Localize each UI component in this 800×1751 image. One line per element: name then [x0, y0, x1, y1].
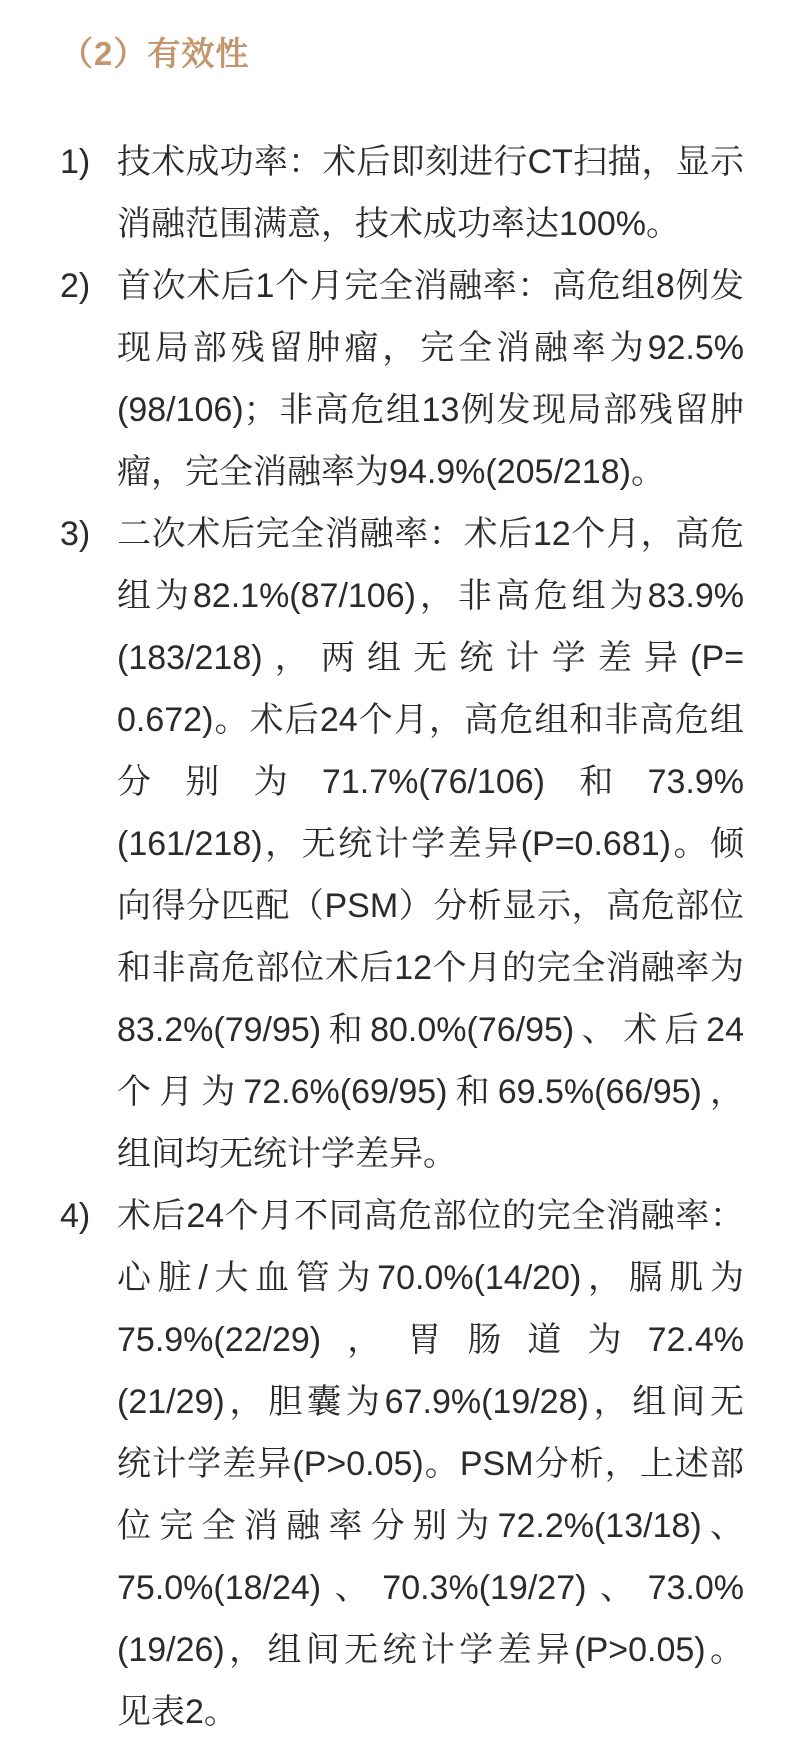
- list-item-marker: 2): [60, 267, 91, 305]
- list-item-lines: [117, 131, 744, 255]
- list-item-lines: [117, 503, 744, 1185]
- list-item-line: 0.672)。术后24个月，高危组和非高危组: [117, 701, 744, 739]
- list-item-lines: [117, 1185, 744, 1743]
- list-item-line: 心脏/大血管为70.0%(14/20)，膈肌为: [117, 1259, 744, 1297]
- list-item-marker: 3): [60, 515, 91, 553]
- numbered-list: [60, 131, 744, 1743]
- list-item-line: 技术成功率：术后即刻进行CT扫描，显示: [117, 143, 744, 181]
- list-item-line: 83.2%(79/95)和80.0%(76/95)、术后24: [117, 1011, 744, 1049]
- list-item-line: 组间均无统计学差异。: [117, 1135, 457, 1173]
- list-item-line: 首次术后1个月完全消融率：高危组8例发: [117, 267, 744, 305]
- list-item-line: 见表2。: [117, 1693, 238, 1731]
- list-item-line: 75.9%(22/29)，胃肠道为72.4%: [117, 1321, 744, 1359]
- list-item: [60, 503, 744, 1185]
- list-item-line: 位完全消融率分别为72.2%(13/18)、: [117, 1507, 744, 1545]
- list-item-line: 向得分匹配（PSM）分析显示，高危部位: [117, 887, 744, 925]
- list-item-line: 统计学差异(P>0.05)。PSM分析，上述部: [117, 1445, 744, 1483]
- list-item: [60, 131, 744, 255]
- list-item-line: 二次术后完全消融率：术后12个月，高危: [117, 515, 744, 553]
- list-item-line: 个月为72.6%(69/95)和69.5%(66/95)，: [117, 1073, 744, 1111]
- list-item-line: (19/26)，组间无统计学差异(P>0.05)。: [117, 1631, 744, 1669]
- list-item-lines: [117, 255, 744, 503]
- list-item-line: (161/218)，无统计学差异(P=0.681)。倾: [117, 825, 744, 863]
- list-item: [60, 255, 744, 503]
- list-item: [60, 1185, 744, 1743]
- list-item-marker: 1): [60, 143, 91, 181]
- list-item-marker: 4): [60, 1197, 91, 1235]
- list-item-line: 75.0%(18/24)、70.3%(19/27)、73.0%: [117, 1569, 744, 1607]
- list-item-line: 分别为71.7%(76/106)和73.9%: [117, 763, 744, 801]
- list-item-line: 消融范围满意，技术成功率达100%。: [117, 205, 680, 243]
- list-item-line: 和非高危部位术后12个月的完全消融率为: [117, 949, 744, 987]
- list-item-line: (98/106)；非高危组13例发现局部残留肿: [117, 391, 744, 429]
- list-item-line: (21/29)，胆囊为67.9%(19/28)，组间无: [117, 1383, 744, 1421]
- list-item-line: (183/218)，两组无统计学差异(P=: [117, 639, 744, 677]
- list-item-line: 术后24个月不同高危部位的完全消融率：: [117, 1197, 744, 1235]
- list-item-line: 瘤，完全消融率为94.9%(205/218)。: [117, 453, 665, 491]
- list-item-line: 现局部残留肿瘤，完全消融率为92.5%: [117, 329, 744, 367]
- list-item-line: 组为82.1%(87/106)，非高危组为83.9%: [117, 577, 744, 615]
- section-heading: （2）有效性: [60, 35, 250, 72]
